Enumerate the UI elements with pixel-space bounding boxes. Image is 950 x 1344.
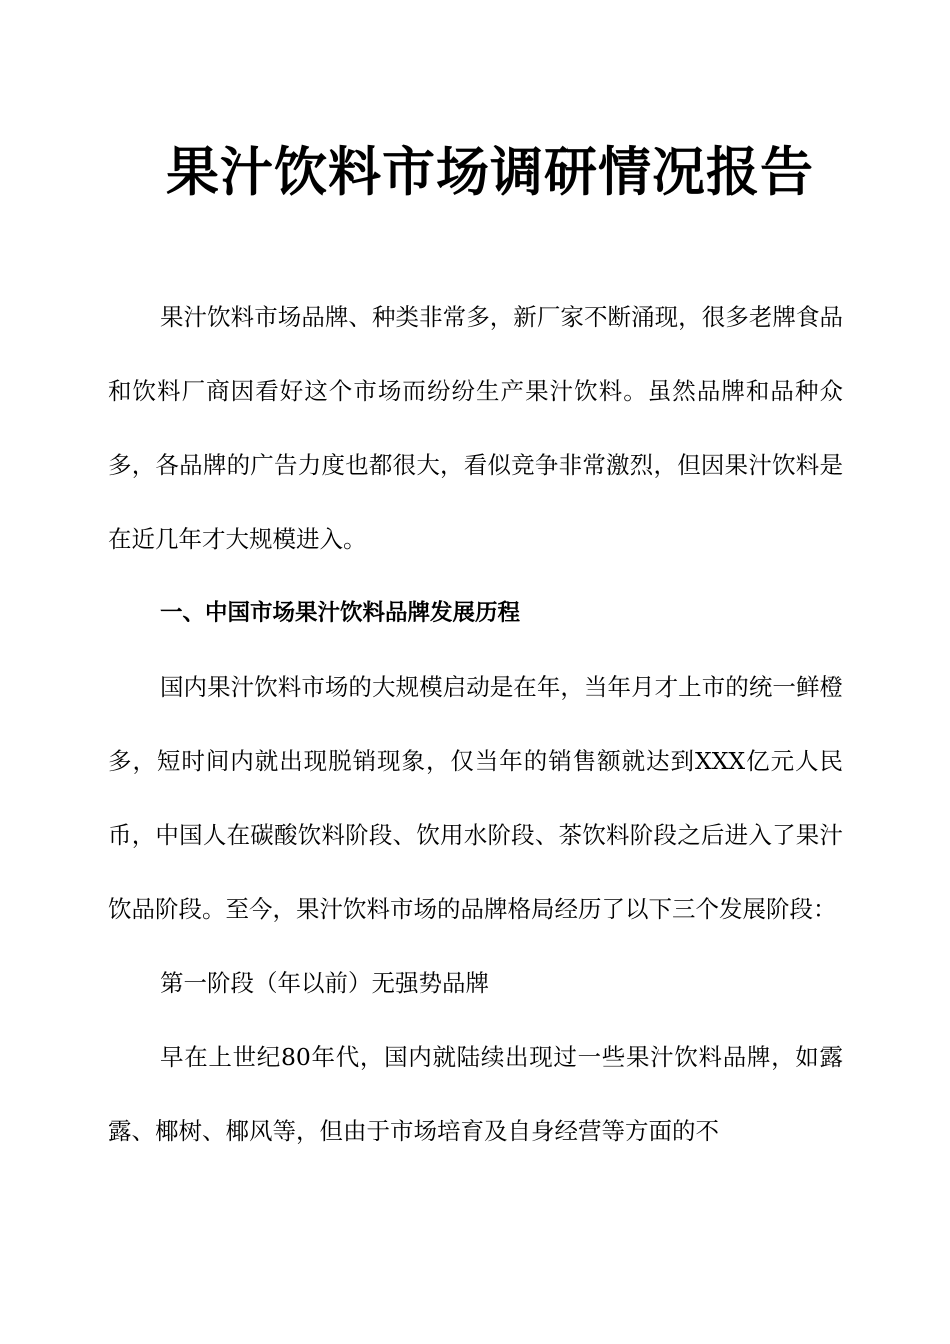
section-heading-history: 一、中国市场果汁饮料品牌发展历程: [160, 600, 521, 626]
document-body: [108, 280, 843, 1168]
intro-paragraph: 果汁饮料市场品牌、种类非常多，新厂家不断涌现，很多老牌食品和饮料厂商因看好这个市场而纷纷生产果汁饮料。虽然品牌和品种众多，各品牌的广告力度也都很大，看似竞争非常激烈，但因果汁饮料是在近几年才大规模进入。: [108, 303, 843, 553]
stage-one-paragraph: 早在上世纪80年代，国内就陆续出现过一些果汁饮料品牌，如露露、椰树、椰风等，但由于市场培育及自身经营等方面的不: [108, 1043, 843, 1145]
document-title: 果汁饮料市场调研情况报告: [166, 142, 814, 203]
history-paragraph: 国内果汁饮料市场的大规模启动是在年，当年月才上市的统一鲜橙多，短时间内就出现脱销现象，仅当年的销售额就达到XXX亿元人民币，中国人在碳酸饮料阶段、饮用水阶段、茶饮料阶段之后进入了果汁饮品阶段。至今，果汁饮料市场的品牌格局经历了以下三个发展阶段：: [108, 673, 843, 923]
stage-one-heading: 第一阶段（年以前）无强势品牌: [160, 969, 489, 997]
